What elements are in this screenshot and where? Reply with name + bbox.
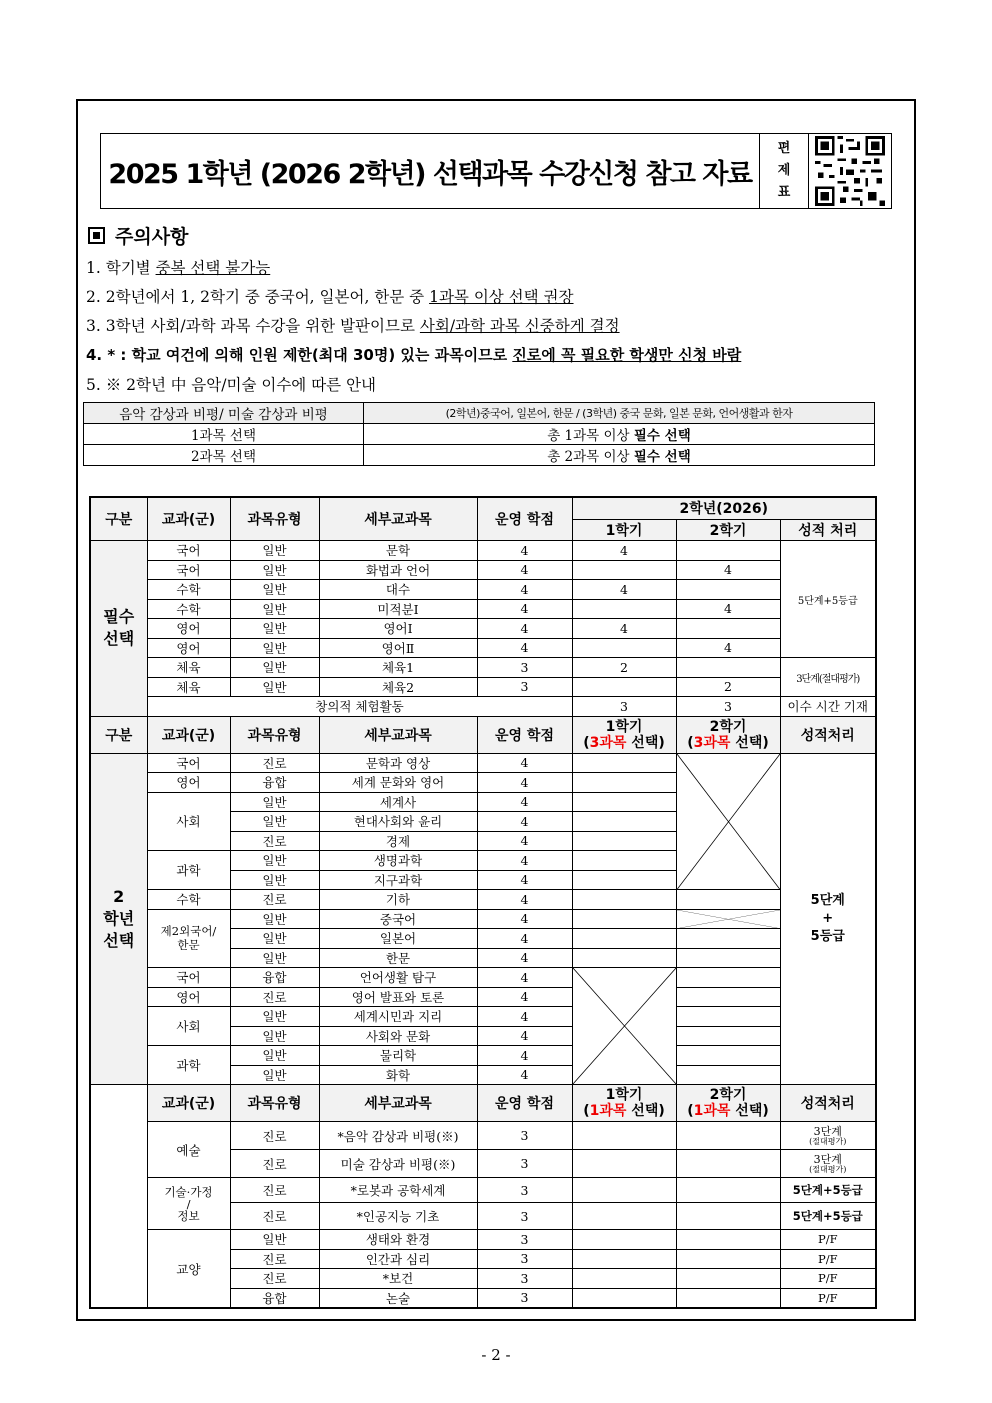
table-cell: 일반 [230,909,319,929]
table-cell: 국어 [147,541,230,561]
table-cell: 과목유형 [230,497,319,541]
table-cell: 기술·가정 / 정보 [147,1178,230,1230]
table-cell [676,580,780,600]
table-cell: 3 [477,1230,572,1250]
table-cell [676,890,780,910]
table-cell: 일반 [230,1065,319,1085]
unavailable-cross-sem2 [676,753,780,890]
table-cell: 성적처리 [780,716,876,753]
table-cell [676,1249,780,1269]
table-cell: P/F [780,1249,876,1269]
table-cell: 진로 [230,890,319,910]
table-cell [676,1007,780,1027]
table-cell [676,1203,780,1230]
table-cell: 일반 [230,792,319,812]
table-cell: 3 [477,1122,572,1150]
table-cell: 일반 [230,580,319,600]
table-cell: 4 [676,599,780,619]
table-cell: 4 [477,792,572,812]
table-cell [572,948,676,968]
table-cell [676,948,780,968]
table-cell: 진로 [230,831,319,851]
course-table [89,496,877,1309]
table-cell: 중국어 [319,909,477,929]
table-cell: 과목유형 [230,716,319,753]
table-cell: 영어Ⅰ [319,619,477,639]
table-cell: 일반 [230,619,319,639]
table-cell [572,1178,676,1203]
table-cell: 진로 [230,753,319,773]
table-cell: 영어 [147,619,230,639]
table-cell [572,870,676,890]
table-cell: 일반 [230,638,319,658]
table-cell: 진로 [230,1178,319,1203]
table-cell [572,812,676,832]
table-cell [676,1178,780,1203]
table-cell: 일반 [230,560,319,580]
table-cell: 1학기 (3과목 선택) [572,716,676,753]
note-4: 4. * : 학교 여건에 의해 인원 제한(최대 30명) 있는 과목이므로 진로에 꼭 필요한 학생만 신청 바람 [86,346,742,364]
table-cell: 창의적 체험활동 [147,697,572,717]
table-cell: 3 [676,697,780,717]
table-cell: 일반 [230,1230,319,1250]
table-cell [676,1269,780,1289]
table-cell: 4 [477,1007,572,1027]
table-cell: 3단계 (절대평가) [780,1150,876,1178]
table-cell [572,1122,676,1150]
table-cell: 진로 [230,1269,319,1289]
table-cell: 미적분Ⅰ [319,599,477,619]
table-cell: 교과(군) [147,716,230,753]
table-cell: 4 [572,619,676,639]
table-cell: 체육 [147,658,230,678]
table-cell: 수학 [147,599,230,619]
table-cell: 예술 [147,1122,230,1178]
table-cell: 영어 [147,773,230,793]
table-cell [572,1150,676,1178]
table-cell: 인간과 심리 [319,1249,477,1269]
table-cell: 사회 [147,792,230,851]
table-cell: 일반 [230,599,319,619]
table-cell: 3 [477,1178,572,1203]
table-cell: 4 [477,831,572,851]
table-cell: 5단계 + 5등급 [780,753,876,1085]
table-cell: 과학 [147,851,230,890]
required-label: 필수 선택 [90,541,147,717]
table-cell: 3 [477,1150,572,1178]
table-cell [572,677,676,697]
page-number: - 2 - [481,1346,511,1364]
table-cell: 운영 학점 [477,497,572,541]
table-cell: P/F [780,1230,876,1250]
table-cell [572,1249,676,1269]
table-cell: 일반 [230,812,319,832]
table-cell: 구분 [90,716,147,753]
table-cell: 4 [477,599,572,619]
table-cell: 4 [572,580,676,600]
table-cell: 5단계+5등급 [780,541,876,658]
table-cell: 4 [477,929,572,949]
table-cell [572,929,676,949]
table-cell: 3 [477,658,572,678]
table-cell: 4 [477,948,572,968]
table-cell: 5단계+5등급 [780,1203,876,1230]
table-cell: 3 [477,677,572,697]
table-cell: 교과(군) [147,497,230,541]
table-cell: 성적 처리 [780,519,876,541]
table-cell: 1학기 [572,519,676,541]
pyeonje-label: 편 제 표 [759,134,809,208]
table-cell: 3 [477,1269,572,1289]
table-cell: 제2외국어/ 한문 [147,909,230,968]
table-cell: 과목유형 [230,1085,319,1122]
table-cell [676,929,780,949]
table-cell [572,1288,676,1308]
unavailable-cross-chinese [676,909,780,929]
checkbox-square-icon [88,227,105,244]
table-cell: 생명과학 [319,851,477,871]
table-cell: 1학기 (1과목 선택) [572,1085,676,1122]
table-cell: 수학 [147,890,230,910]
table-cell: 융합 [230,1288,319,1308]
table-cell [676,1230,780,1250]
table-cell: 체육 [147,677,230,697]
table-cell: 4 [477,753,572,773]
table-cell [90,1085,147,1309]
table-cell [572,638,676,658]
table-cell [572,831,676,851]
table-cell: 2학기 (3과목 선택) [676,716,780,753]
table-cell: *보건 [319,1269,477,1289]
table-cell: 국어 [147,753,230,773]
table-cell [572,890,676,910]
table-cell: 문학 [319,541,477,561]
table-cell: 세부교과목 [319,1085,477,1122]
table-cell [676,1046,780,1066]
guide-head-arts: 음악 감상과 비평/ 미술 감상과 비평 [84,403,364,424]
table-cell: 일본어 [319,929,477,949]
table-cell: 기하 [319,890,477,910]
table-cell: 2과목 선택 [84,445,364,466]
table-cell: 4 [477,1046,572,1066]
table-cell: 4 [477,541,572,561]
table-cell: 4 [477,987,572,1007]
table-cell: 대수 [319,580,477,600]
table-cell [572,560,676,580]
table-cell: 영어 [147,638,230,658]
table-cell: 4 [477,812,572,832]
note-2: 2. 2학년에서 1, 2학기 중 중국어, 일본어, 한문 중 1과목 이상 선택 권장 [86,288,574,306]
table-cell: 일반 [230,870,319,890]
table-cell: 세계시민과 지리 [319,1007,477,1027]
table-cell: 화법과 언어 [319,560,477,580]
table-cell: 2학년(2026) [572,497,876,519]
table-cell: 일반 [230,1026,319,1046]
table-cell: 운영 학점 [477,1085,572,1122]
table-cell: 진로 [230,987,319,1007]
table-cell: 교양 [147,1230,230,1309]
table-cell: 4 [477,580,572,600]
guide-table [83,402,875,466]
note-5: 5. ※ 2학년 中 음악/미술 이수에 따른 안내 [86,376,377,394]
table-cell: 4 [477,870,572,890]
table-cell: 일반 [230,658,319,678]
table-cell: 국어 [147,560,230,580]
table-cell: 영어 [147,987,230,1007]
table-cell: 3 [572,697,676,717]
elective-label: 2 학년 선택 [90,753,147,1085]
table-cell: 총 2과목 이상 필수 선택 [364,445,875,466]
unavailable-cross-sem1 [572,968,676,1085]
table-cell: 4 [477,851,572,871]
table-cell [676,1122,780,1150]
table-cell: 체육2 [319,677,477,697]
table-cell: *로봇과 공학세계 [319,1178,477,1203]
table-cell: 4 [477,968,572,988]
table-cell: P/F [780,1269,876,1289]
table-cell: 현대사회와 윤리 [319,812,477,832]
note-1: 1. 학기별 중복 선택 불가능 [86,259,271,277]
table-cell: 과학 [147,1046,230,1085]
table-cell: 교과(군) [147,1085,230,1122]
table-cell: 4 [477,773,572,793]
table-cell: 일반 [230,677,319,697]
table-cell: 총 1과목 이상 필수 선택 [364,424,875,445]
table-cell: 일반 [230,851,319,871]
table-cell: 일반 [230,1046,319,1066]
table-cell [572,1269,676,1289]
guide-head-language: (2학년)중국어, 일본어, 한문 / (3학년) 중국 문화, 일본 문화, 언어생활과 한자 [364,403,875,424]
table-cell [676,619,780,639]
table-cell: 3 [477,1249,572,1269]
table-cell: 4 [477,1065,572,1085]
note-3: 3. 3학년 사회/과학 과목 수강을 위한 발판이므로 사회/과학 과목 신중하게 결정 [86,317,620,335]
table-cell: 4 [477,890,572,910]
table-cell: 성적처리 [780,1085,876,1122]
table-cell: *음악 감상과 비평(※) [319,1122,477,1150]
table-cell [676,541,780,561]
table-cell: 4 [676,560,780,580]
table-cell: 1과목 선택 [84,424,364,445]
table-cell: 4 [676,638,780,658]
table-cell: 융합 [230,773,319,793]
table-cell: 문학과 영상 [319,753,477,773]
table-cell [676,987,780,1007]
table-cell: 물리학 [319,1046,477,1066]
table-cell: P/F [780,1288,876,1308]
table-cell [572,851,676,871]
table-cell: 언어생활 탐구 [319,968,477,988]
table-cell: 진로 [230,1249,319,1269]
table-cell: 화학 [319,1065,477,1085]
table-cell [676,658,780,678]
table-cell: 일반 [230,948,319,968]
table-cell: 이수 시간 기재 [780,697,876,717]
table-cell: 2 [572,658,676,678]
table-cell: 4 [477,909,572,929]
table-cell: 5단계+5등급 [780,1178,876,1203]
table-cell [572,792,676,812]
table-cell: 3 [477,1203,572,1230]
table-cell: 4 [477,638,572,658]
table-cell: 지구과학 [319,870,477,890]
title-box [100,133,892,209]
table-cell [676,1150,780,1178]
page-title: 2025 1학년 (2026 2학년) 선택과목 수강신청 참고 자료 [108,158,752,190]
table-cell: 세부교과목 [319,716,477,753]
table-cell [572,909,676,929]
table-cell: *인공지능 기초 [319,1203,477,1230]
table-cell: 2 [676,677,780,697]
table-cell [676,1026,780,1046]
table-cell: 진로 [230,1122,319,1150]
table-cell: 3단계 (절대평가) [780,1122,876,1150]
table-cell: 생태와 환경 [319,1230,477,1250]
table-cell: 진로 [230,1203,319,1230]
table-cell [676,1288,780,1308]
table-cell: 일반 [230,541,319,561]
table-cell: 국어 [147,968,230,988]
table-cell: 일반 [230,929,319,949]
table-cell: 진로 [230,1150,319,1178]
table-cell: 2학기 (1과목 선택) [676,1085,780,1122]
table-cell: 세계 문화와 영어 [319,773,477,793]
table-cell: 4 [477,560,572,580]
table-cell: 일반 [230,1007,319,1027]
table-cell: 세계사 [319,792,477,812]
qr-code-icon[interactable] [809,134,891,208]
table-cell: 체육1 [319,658,477,678]
table-cell: 4 [572,541,676,561]
table-cell: 사회 [147,1007,230,1046]
table-cell: 융합 [230,968,319,988]
table-cell [676,1065,780,1085]
table-cell [572,753,676,773]
table-cell: 사회와 문화 [319,1026,477,1046]
table-cell [572,773,676,793]
table-cell [572,599,676,619]
table-cell: 구분 [90,497,147,541]
table-cell: 세부교과목 [319,497,477,541]
table-cell: 3단계(절대평가) [780,658,876,697]
table-cell [676,968,780,988]
notes-heading: 주의사항 [88,222,188,249]
table-cell [572,1203,676,1230]
table-cell: 수학 [147,580,230,600]
table-cell: 4 [477,619,572,639]
table-cell: 논술 [319,1288,477,1308]
table-cell: 운영 학점 [477,716,572,753]
table-cell [572,1230,676,1250]
table-cell: 영어 발표와 토론 [319,987,477,1007]
table-cell: 4 [477,1026,572,1046]
table-cell: 미술 감상과 비평(※) [319,1150,477,1178]
table-cell: 2학기 [676,519,780,541]
table-cell: 3 [477,1288,572,1308]
table-cell: 영어Ⅱ [319,638,477,658]
table-cell: 한문 [319,948,477,968]
table-cell: 경제 [319,831,477,851]
